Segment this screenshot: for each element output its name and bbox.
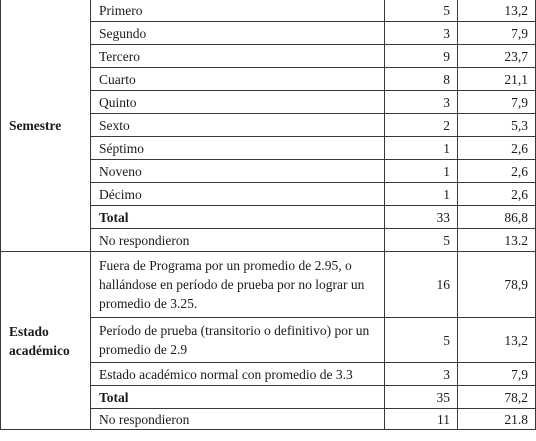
count-cell: 1 bbox=[385, 137, 458, 160]
percent-cell: 21.8 bbox=[458, 409, 536, 430]
row-label: Séptimo bbox=[91, 137, 385, 160]
row-group-label-academic-status: Estado académico bbox=[1, 252, 91, 430]
count-cell: 1 bbox=[385, 160, 458, 183]
percent-cell: 78,9 bbox=[458, 252, 536, 318]
percent-cell: 7,9 bbox=[458, 91, 536, 114]
percent-cell: 21,1 bbox=[458, 68, 536, 91]
count-cell: 2 bbox=[385, 114, 458, 137]
count-cell: 35 bbox=[385, 386, 458, 409]
percent-cell: 2,6 bbox=[458, 137, 536, 160]
percent-cell: 7,9 bbox=[458, 22, 536, 45]
table-row bbox=[1, 0, 536, 22]
row-label: Período de prueba (transitorio o definitivo) por un promedio de 2.9 bbox=[91, 318, 385, 363]
total-label: Total bbox=[91, 206, 385, 229]
count-cell: 3 bbox=[385, 22, 458, 45]
percent-cell: 78,2 bbox=[458, 386, 536, 409]
row-label: Décimo bbox=[91, 183, 385, 206]
percent-cell: 7,9 bbox=[458, 363, 536, 386]
count-cell: 33 bbox=[385, 206, 458, 229]
total-label: Total bbox=[91, 386, 385, 409]
percent-cell: 86,8 bbox=[458, 206, 536, 229]
percent-cell: 13,2 bbox=[458, 0, 536, 22]
row-label: Primero bbox=[91, 0, 385, 22]
row-label: Quinto bbox=[91, 91, 385, 114]
count-cell: 3 bbox=[385, 91, 458, 114]
percent-cell: 5,3 bbox=[458, 114, 536, 137]
count-cell: 5 bbox=[385, 318, 458, 363]
percent-cell: 13,2 bbox=[458, 318, 536, 363]
row-label: Tercero bbox=[91, 45, 385, 68]
count-cell: 5 bbox=[385, 0, 458, 22]
row-group-label-semester: Semestre bbox=[1, 0, 91, 252]
count-cell: 9 bbox=[385, 45, 458, 68]
count-cell: 1 bbox=[385, 183, 458, 206]
count-cell: 3 bbox=[385, 363, 458, 386]
row-label: Fuera de Programa por un promedio de 2.95, o hallándose en período de prueba por no lograr un promedio de 3.25. bbox=[91, 252, 385, 318]
row-label: Cuarto bbox=[91, 68, 385, 91]
count-cell: 5 bbox=[385, 229, 458, 252]
row-label: Segundo bbox=[91, 22, 385, 45]
table-row bbox=[1, 252, 536, 318]
row-label: Sexto bbox=[91, 114, 385, 137]
percent-cell: 23,7 bbox=[458, 45, 536, 68]
row-label: Noveno bbox=[91, 160, 385, 183]
no-response-label: No respondieron bbox=[91, 229, 385, 252]
count-cell: 16 bbox=[385, 252, 458, 318]
percent-cell: 2,6 bbox=[458, 183, 536, 206]
percent-cell: 2,6 bbox=[458, 160, 536, 183]
no-response-label: No respondieron bbox=[91, 409, 385, 430]
row-label: Estado académico normal con promedio de 3.3 bbox=[91, 363, 385, 386]
count-cell: 8 bbox=[385, 68, 458, 91]
percent-cell: 13.2 bbox=[458, 229, 536, 252]
count-cell: 11 bbox=[385, 409, 458, 430]
